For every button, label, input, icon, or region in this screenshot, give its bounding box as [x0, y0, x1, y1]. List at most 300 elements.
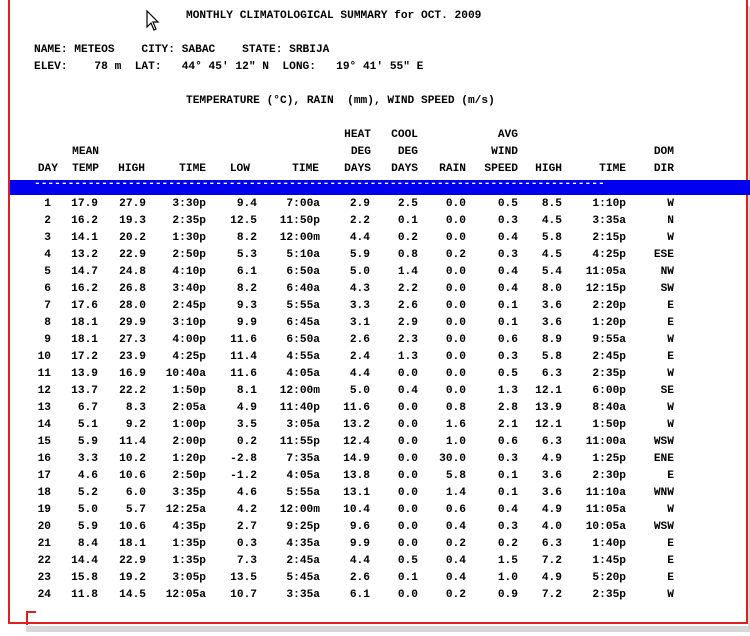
- cell-wind: 0.5: [497, 368, 518, 380]
- cell-htime: 4:10p: [172, 266, 206, 278]
- cell-wtime: 3:35a: [592, 215, 626, 227]
- cell-ltime: 6:45a: [286, 317, 320, 329]
- cell-rain: 0.0: [445, 385, 466, 397]
- column-header-line: DAYS: [344, 163, 371, 175]
- cell-ltime: 5:10a: [286, 249, 320, 261]
- column-header-dir: [624, 127, 674, 178]
- column-header-high: [95, 127, 145, 178]
- cell-wtime: 2:20p: [592, 300, 626, 312]
- cell-wtime: 1:20p: [592, 317, 626, 329]
- cell-dir: E: [667, 351, 674, 363]
- cell-wtime: 6:00p: [592, 385, 626, 397]
- column-header-line: DEG: [350, 146, 371, 158]
- cell-day: 7: [44, 300, 51, 312]
- cell-heat: 14.9: [343, 453, 370, 465]
- cell-cool: 0.1: [397, 215, 418, 227]
- cell-low: 0.3: [236, 538, 257, 550]
- cell-whigh: 4.9: [541, 572, 562, 584]
- cell-rain: 1.4: [445, 487, 466, 499]
- cell-wind: 0.3: [497, 249, 518, 261]
- cell-heat: 13.8: [343, 470, 370, 482]
- cell-htime: 3:40p: [172, 283, 206, 295]
- cell-cool: 0.2: [397, 232, 418, 244]
- cell-dir: ESE: [653, 249, 674, 261]
- cell-day: 23: [37, 572, 51, 584]
- column-header-line: DAY: [37, 163, 58, 175]
- column-header-line: HIGH: [118, 163, 145, 175]
- cell-wtime: 4:25p: [592, 249, 626, 261]
- cell-dir: WNW: [653, 487, 674, 499]
- cell-mean: 3.3: [77, 453, 98, 465]
- cell-whigh: 3.6: [541, 470, 562, 482]
- cell-wind: 0.1: [497, 470, 518, 482]
- cell-wind: 0.2: [497, 538, 518, 550]
- column-header-line: [200, 127, 250, 144]
- separator-dashes: -------------------------------------------------------------------------------------: [34, 180, 605, 190]
- cell-rain: 0.0: [445, 283, 466, 295]
- cell-mean: 5.9: [77, 436, 98, 448]
- cell-low: 3.5: [236, 419, 257, 431]
- cell-mean: 5.2: [77, 487, 98, 499]
- cell-wtime: 2:45p: [592, 351, 626, 363]
- cell-ltime: 12:00m: [279, 232, 320, 244]
- cell-day: 2: [44, 215, 51, 227]
- cell-low: 10.7: [230, 589, 257, 601]
- cell-high: 27.9: [119, 198, 146, 210]
- cell-wind: 0.1: [497, 487, 518, 499]
- cell-wtime: 1:25p: [592, 453, 626, 465]
- cell-day: 22: [37, 555, 51, 567]
- cell-mean: 11.8: [71, 589, 98, 601]
- cell-wind: 0.3: [497, 453, 518, 465]
- cell-day: 9: [44, 334, 51, 346]
- cell-rain: 0.0: [445, 351, 466, 363]
- cell-rain: 1.6: [445, 419, 466, 431]
- cell-ltime: 7:35a: [286, 453, 320, 465]
- cell-ltime: 11:50p: [279, 215, 320, 227]
- cell-dir: E: [667, 470, 674, 482]
- cell-heat: 12.4: [343, 436, 370, 448]
- column-header-line: [200, 144, 250, 161]
- cell-high: 8.3: [125, 402, 146, 414]
- cell-low: 8.2: [236, 283, 257, 295]
- cell-heat: 3.3: [349, 300, 370, 312]
- cell-cool: 0.0: [397, 470, 418, 482]
- cell-cool: 0.4: [397, 385, 418, 397]
- cell-heat: 4.4: [349, 232, 370, 244]
- column-header-line: TIME: [292, 163, 319, 175]
- cell-cool: 0.0: [397, 487, 418, 499]
- column-header-line: HEAT: [344, 129, 371, 141]
- cell-high: 27.3: [119, 334, 146, 346]
- column-header-heat: [321, 127, 371, 178]
- cell-dir: N: [667, 215, 674, 227]
- cell-cool: 0.0: [397, 402, 418, 414]
- cell-rain: 0.4: [445, 555, 466, 567]
- cell-day: 8: [44, 317, 51, 329]
- cell-high: 28.0: [119, 300, 146, 312]
- cell-low: -1.2: [230, 470, 257, 482]
- cell-low: -2.8: [230, 453, 257, 465]
- report-title: MONTHLY CLIMATOLOGICAL SUMMARY for OCT. 2009: [186, 10, 482, 22]
- cell-mean: 18.1: [71, 317, 98, 329]
- cell-whigh: 6.3: [541, 436, 562, 448]
- column-header-htime: [156, 127, 206, 178]
- cell-mean: 16.2: [71, 215, 98, 227]
- cell-high: 16.9: [119, 368, 146, 380]
- cell-wind: 1.5: [497, 555, 518, 567]
- cell-htime: 1:20p: [172, 453, 206, 465]
- cell-low: 8.2: [236, 232, 257, 244]
- cell-heat: 11.6: [343, 402, 370, 414]
- cell-heat: 2.6: [349, 334, 370, 346]
- cell-dir: WSW: [653, 521, 674, 533]
- cell-day: 19: [37, 504, 51, 516]
- column-header-mean: [49, 127, 99, 178]
- cell-dir: WSW: [653, 436, 674, 448]
- cell-dir: E: [667, 555, 674, 567]
- cell-dir: W: [667, 504, 674, 516]
- cell-heat: 2.2: [349, 215, 370, 227]
- cell-heat: 6.1: [349, 589, 370, 601]
- cell-high: 18.1: [119, 538, 146, 550]
- cell-htime: 4:35p: [172, 521, 206, 533]
- cell-rain: 0.8: [445, 402, 466, 414]
- cell-mean: 8.4: [77, 538, 98, 550]
- cell-mean: 13.9: [71, 368, 98, 380]
- cell-rain: 0.0: [445, 334, 466, 346]
- cell-htime: 2:35p: [172, 215, 206, 227]
- cell-htime: 3:05p: [172, 572, 206, 584]
- cell-day: 24: [37, 589, 51, 601]
- cell-heat: 2.4: [349, 351, 370, 363]
- cell-low: 8.1: [236, 385, 257, 397]
- cell-cool: 0.0: [397, 436, 418, 448]
- cell-dir: E: [667, 317, 674, 329]
- cell-htime: 1:00p: [172, 419, 206, 431]
- cell-mean: 5.1: [77, 419, 98, 431]
- cell-ltime: 5:55a: [286, 300, 320, 312]
- cell-dir: SW: [660, 283, 674, 295]
- corner-marker: [26, 611, 36, 625]
- column-header-line: [95, 127, 145, 144]
- column-header-line: [156, 127, 206, 144]
- cell-rain: 30.0: [439, 453, 466, 465]
- cell-whigh: 5.8: [541, 351, 562, 363]
- cell-day: 12: [37, 385, 51, 397]
- cell-ltime: 4:05a: [286, 368, 320, 380]
- cell-high: 23.9: [119, 351, 146, 363]
- cell-heat: 9.9: [349, 538, 370, 550]
- cell-heat: 5.9: [349, 249, 370, 261]
- cell-day: 17: [37, 470, 51, 482]
- cell-ltime: 12:00m: [279, 385, 320, 397]
- column-header-line: [624, 127, 674, 144]
- cell-htime: 3:10p: [172, 317, 206, 329]
- cell-heat: 5.0: [349, 266, 370, 278]
- cell-ltime: 7:00a: [286, 198, 320, 210]
- cell-whigh: 4.5: [541, 249, 562, 261]
- cell-cool: 2.2: [397, 283, 418, 295]
- column-header-line: [512, 144, 562, 161]
- cell-wind: 0.3: [497, 215, 518, 227]
- cell-mean: 16.2: [71, 283, 98, 295]
- cell-high: 20.2: [119, 232, 146, 244]
- cell-cool: 2.3: [397, 334, 418, 346]
- cell-mean: 5.9: [77, 521, 98, 533]
- cell-htime: 1:30p: [172, 232, 206, 244]
- window-shadow-bottom: [26, 626, 750, 632]
- cell-high: 10.2: [119, 453, 146, 465]
- cell-rain: 0.4: [445, 572, 466, 584]
- cell-cool: 2.6: [397, 300, 418, 312]
- cell-dir: NW: [660, 266, 674, 278]
- column-header-wind: [468, 127, 518, 178]
- cell-wind: 2.8: [497, 402, 518, 414]
- cell-whigh: 8.9: [541, 334, 562, 346]
- cell-dir: E: [667, 538, 674, 550]
- cell-heat: 4.4: [349, 368, 370, 380]
- column-header-line: [576, 144, 626, 161]
- cell-dir: ENE: [653, 453, 674, 465]
- cell-wind: 0.4: [497, 504, 518, 516]
- cell-low: 11.4: [230, 351, 257, 363]
- column-header-line: [416, 144, 466, 161]
- cell-low: 4.6: [236, 487, 257, 499]
- cell-rain: 0.2: [445, 589, 466, 601]
- cell-ltime: 5:55a: [286, 487, 320, 499]
- cell-rain: 0.0: [445, 300, 466, 312]
- cell-wtime: 1:10p: [592, 198, 626, 210]
- cell-high: 29.9: [119, 317, 146, 329]
- column-header-line: WIND: [491, 146, 518, 158]
- cell-whigh: 4.9: [541, 453, 562, 465]
- column-header-line: COOL: [391, 129, 418, 141]
- cell-high: 6.0: [125, 487, 146, 499]
- cell-high: 11.4: [119, 436, 146, 448]
- cell-wind: 1.0: [497, 572, 518, 584]
- cell-htime: 10:40a: [165, 368, 206, 380]
- cell-low: 4.9: [236, 402, 257, 414]
- cell-day: 15: [37, 436, 51, 448]
- cell-day: 11: [37, 368, 51, 380]
- cell-ltime: 6:50a: [286, 266, 320, 278]
- cell-ltime: 3:05a: [286, 419, 320, 431]
- cell-rain: 1.0: [445, 436, 466, 448]
- cell-whigh: 5.4: [541, 266, 562, 278]
- cell-htime: 2:50p: [172, 249, 206, 261]
- cell-wind: 0.4: [497, 283, 518, 295]
- cell-heat: 4.4: [349, 555, 370, 567]
- column-header-line: DIR: [653, 163, 674, 175]
- cell-cool: 0.1: [397, 572, 418, 584]
- cell-wind: 0.6: [497, 436, 518, 448]
- cell-low: 4.2: [236, 504, 257, 516]
- column-header-line: DOM: [653, 146, 674, 158]
- cell-mean: 17.6: [71, 300, 98, 312]
- cell-wtime: 8:40a: [592, 402, 626, 414]
- header-separator-bar: [10, 180, 750, 195]
- cell-wtime: 1:40p: [592, 538, 626, 550]
- cell-whigh: 4.0: [541, 521, 562, 533]
- cell-rain: 0.0: [445, 368, 466, 380]
- cell-rain: 0.0: [445, 198, 466, 210]
- column-header-line: LOW: [229, 163, 250, 175]
- cell-day: 18: [37, 487, 51, 499]
- cell-whigh: 3.6: [541, 487, 562, 499]
- cell-day: 4: [44, 249, 51, 261]
- cell-ltime: 12:00m: [279, 504, 320, 516]
- cell-wind: 0.3: [497, 351, 518, 363]
- cell-htime: 1:35p: [172, 538, 206, 550]
- cell-mean: 15.8: [71, 572, 98, 584]
- cell-low: 13.5: [230, 572, 257, 584]
- cell-wtime: 11:10a: [585, 487, 626, 499]
- cell-htime: 12:05a: [165, 589, 206, 601]
- cell-wind: 1.3: [497, 385, 518, 397]
- cell-whigh: 8.5: [541, 198, 562, 210]
- cell-day: 6: [44, 283, 51, 295]
- cell-high: 14.5: [119, 589, 146, 601]
- cell-whigh: 3.6: [541, 317, 562, 329]
- cell-cool: 0.0: [397, 419, 418, 431]
- cell-dir: W: [667, 589, 674, 601]
- cell-wind: 0.3: [497, 521, 518, 533]
- column-header-line: [49, 127, 99, 144]
- cell-cool: 0.8: [397, 249, 418, 261]
- cell-heat: 2.9: [349, 198, 370, 210]
- cell-wind: 0.5: [497, 198, 518, 210]
- cell-day: 13: [37, 402, 51, 414]
- cell-wtime: 11:05a: [585, 266, 626, 278]
- column-header-line: AVG: [497, 129, 518, 141]
- cell-cool: 1.3: [397, 351, 418, 363]
- cell-ltime: 4:55a: [286, 351, 320, 363]
- cell-mean: 5.0: [77, 504, 98, 516]
- cell-cool: 0.0: [397, 589, 418, 601]
- cell-wind: 0.6: [497, 334, 518, 346]
- column-header-line: [269, 144, 319, 161]
- column-header-line: DAYS: [391, 163, 418, 175]
- cell-high: 5.7: [125, 504, 146, 516]
- cell-low: 0.2: [236, 436, 257, 448]
- cell-dir: W: [667, 402, 674, 414]
- cell-wind: 0.4: [497, 266, 518, 278]
- cell-day: 21: [37, 538, 51, 550]
- cell-rain: 0.6: [445, 504, 466, 516]
- cell-dir: E: [667, 300, 674, 312]
- cell-rain: 0.0: [445, 317, 466, 329]
- cell-high: 26.8: [119, 283, 146, 295]
- cell-whigh: 6.3: [541, 538, 562, 550]
- cell-heat: 9.6: [349, 521, 370, 533]
- cell-htime: 2:00p: [172, 436, 206, 448]
- mouse-pointer-icon: [146, 10, 160, 37]
- cell-wind: 2.1: [497, 419, 518, 431]
- cell-htime: 4:25p: [172, 351, 206, 363]
- cell-mean: 6.7: [77, 402, 98, 414]
- cell-ltime: 2:45a: [286, 555, 320, 567]
- cell-day: 10: [37, 351, 51, 363]
- cell-whigh: 12.1: [535, 419, 562, 431]
- cell-dir: SE: [660, 385, 674, 397]
- cell-low: 9.9: [236, 317, 257, 329]
- cell-rain: 0.0: [445, 215, 466, 227]
- cell-mean: 13.2: [71, 249, 98, 261]
- cell-heat: 5.0: [349, 385, 370, 397]
- cell-low: 11.6: [230, 368, 257, 380]
- cell-mean: 18.1: [71, 334, 98, 346]
- cell-ltime: 4:35a: [286, 538, 320, 550]
- column-header-whigh: [512, 127, 562, 178]
- cell-mean: 17.2: [71, 351, 98, 363]
- cell-htime: 2:45p: [172, 300, 206, 312]
- cell-mean: 14.4: [71, 555, 98, 567]
- cell-whigh: 13.9: [535, 402, 562, 414]
- cell-htime: 4:00p: [172, 334, 206, 346]
- cell-htime: 2:50p: [172, 470, 206, 482]
- cell-dir: E: [667, 572, 674, 584]
- cell-wtime: 1:50p: [592, 419, 626, 431]
- cell-dir: W: [667, 232, 674, 244]
- cell-wtime: 2:15p: [592, 232, 626, 244]
- cell-ltime: 11:40p: [279, 402, 320, 414]
- column-header-line: TEMP: [72, 163, 99, 175]
- cell-mean: 4.6: [77, 470, 98, 482]
- cell-wtime: 9:55a: [592, 334, 626, 346]
- units-subtitle: TEMPERATURE (°C), RAIN (mm), WIND SPEED (m/s): [186, 95, 495, 107]
- cell-wtime: 11:05a: [585, 504, 626, 516]
- cell-heat: 10.4: [343, 504, 370, 516]
- cell-whigh: 4.9: [541, 504, 562, 516]
- column-header-cool: [368, 127, 418, 178]
- cell-low: 9.4: [236, 198, 257, 210]
- cell-htime: 3:30p: [172, 198, 206, 210]
- cell-ltime: 9:25p: [286, 521, 320, 533]
- cell-wind: 0.1: [497, 300, 518, 312]
- cell-wtime: 2:30p: [592, 470, 626, 482]
- cell-heat: 13.2: [343, 419, 370, 431]
- cell-dir: W: [667, 419, 674, 431]
- cell-cool: 2.9: [397, 317, 418, 329]
- cell-wtime: 12:15p: [585, 283, 626, 295]
- cell-wind: 0.1: [497, 317, 518, 329]
- column-header-line: DEG: [397, 146, 418, 158]
- cell-ltime: 6:40a: [286, 283, 320, 295]
- cell-wtime: 10:05a: [585, 521, 626, 533]
- column-header-wtime: [576, 127, 626, 178]
- cell-day: 16: [37, 453, 51, 465]
- cell-cool: 0.0: [397, 368, 418, 380]
- cell-cool: 0.0: [397, 521, 418, 533]
- cell-heat: 3.1: [349, 317, 370, 329]
- station-info: NAME: METEOS CITY: SABAC STATE: SRBIJA: [34, 44, 330, 56]
- cell-htime: 1:35p: [172, 555, 206, 567]
- cell-rain: 0.4: [445, 521, 466, 533]
- column-header-line: MEAN: [72, 146, 99, 158]
- cell-cool: 0.0: [397, 453, 418, 465]
- cell-day: 20: [37, 521, 51, 533]
- column-header-line: [512, 127, 562, 144]
- cell-wind: 0.9: [497, 589, 518, 601]
- cell-whigh: 4.5: [541, 215, 562, 227]
- cell-htime: 3:35p: [172, 487, 206, 499]
- cell-high: 19.3: [119, 215, 146, 227]
- cell-whigh: 12.1: [535, 385, 562, 397]
- cell-cool: 0.0: [397, 538, 418, 550]
- cell-cool: 2.5: [397, 198, 418, 210]
- cell-rain: 5.8: [445, 470, 466, 482]
